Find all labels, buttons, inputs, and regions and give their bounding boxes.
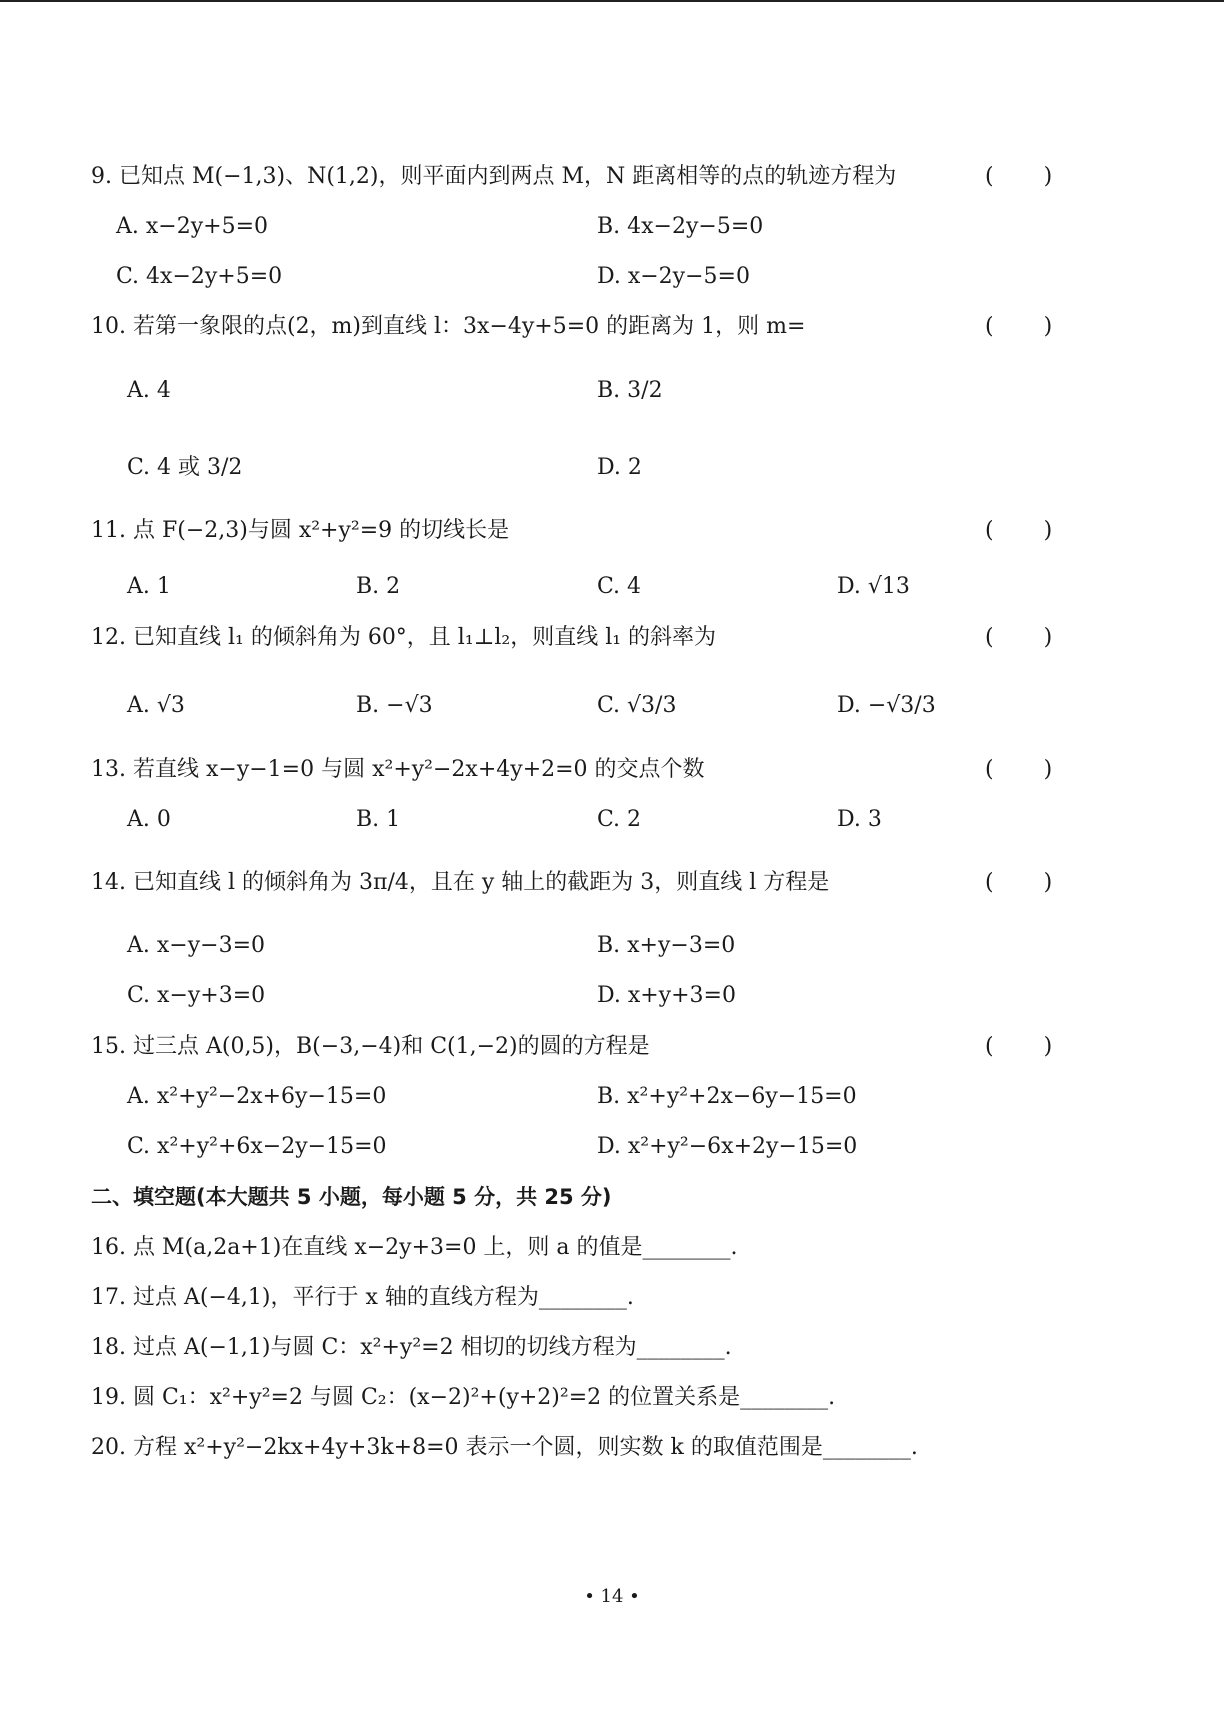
question-9-option-c: C. 4x−2y+5=0: [116, 264, 283, 289]
question-18: 18. 过点 A(−1,1)与圆 C：x²+y²=2 相切的切线方程为________.: [91, 1335, 732, 1360]
question-15-option-a: A. x²+y²−2x+6y−15=0: [127, 1084, 387, 1109]
question-15-option-b: B. x²+y²+2x−6y−15=0: [597, 1084, 857, 1109]
question-15-option-c: C. x²+y²+6x−2y−15=0: [127, 1134, 387, 1159]
question-17: 17. 过点 A(−4,1)，平行于 x 轴的直线方程为________.: [91, 1285, 634, 1310]
question-14-option-d: D. x+y+3=0: [597, 983, 736, 1008]
question-10-option-c: C. 4 或 3/2: [127, 455, 243, 480]
question-14-answer-parens: ( ): [985, 870, 1055, 895]
question-11-answer-parens: ( ): [985, 518, 1055, 543]
question-13-option-a: A. 0: [127, 807, 171, 832]
question-13-answer-parens: ( ): [985, 757, 1055, 782]
question-11-option-a: A. 1: [127, 574, 171, 599]
question-10-option-a: A. 4: [127, 378, 171, 403]
question-9-option-b: B. 4x−2y−5=0: [597, 214, 764, 239]
question-20: 20. 方程 x²+y²−2kx+4y+3k+8=0 表示一个圆，则实数 k 的取值范围是________.: [91, 1435, 918, 1460]
question-15-stem: 15. 过三点 A(0,5)，B(−3,−4)和 C(1,−2)的圆的方程是: [91, 1034, 650, 1059]
question-12-option-a: A. √3: [127, 693, 185, 718]
question-13-option-b: B. 1: [356, 807, 401, 832]
question-9-option-a: A. x−2y+5=0: [116, 214, 269, 239]
question-13-option-c: C. 2: [597, 807, 642, 832]
question-12-option-b: B. −√3: [356, 693, 433, 718]
question-11-stem: 11. 点 F(−2,3)与圆 x²+y²=9 的切线长是: [91, 518, 510, 543]
question-10-option-d: D. 2: [597, 455, 642, 480]
question-14-option-a: A. x−y−3=0: [127, 933, 266, 958]
question-9-option-d: D. x−2y−5=0: [597, 264, 750, 289]
question-12-stem: 12. 已知直线 l₁ 的倾斜角为 60°，且 l₁⊥l₂，则直线 l₁ 的斜率为: [91, 625, 717, 650]
question-11-option-b: B. 2: [356, 574, 401, 599]
question-10-answer-parens: ( ): [985, 314, 1055, 339]
question-14-option-c: C. x−y+3=0: [127, 983, 266, 1008]
question-9-answer-parens: ( ): [985, 164, 1055, 189]
question-10-option-b: B. 3/2: [597, 378, 663, 403]
question-13-option-d: D. 3: [837, 807, 882, 832]
question-11-option-c: C. 4: [597, 574, 642, 599]
top-rule: [0, 0, 1224, 2]
question-13-stem: 13. 若直线 x−y−1=0 与圆 x²+y²−2x+4y+2=0 的交点个数: [91, 757, 705, 782]
question-9-stem: 9. 已知点 M(−1,3)、N(1,2)，则平面内到两点 M，N 距离相等的点的轨迹方程为: [91, 164, 897, 189]
question-12-answer-parens: ( ): [985, 625, 1055, 650]
question-16: 16. 点 M(a,2a+1)在直线 x−2y+3=0 上，则 a 的值是________.: [91, 1235, 738, 1260]
question-14-stem: 14. 已知直线 l 的倾斜角为 3π/4，且在 y 轴上的截距为 3，则直线 l 方程是: [91, 870, 830, 895]
section-heading-fill-in-blank: 二、填空题(本大题共 5 小题，每小题 5 分，共 25 分): [91, 1185, 612, 1209]
question-11-option-d: D. √13: [837, 574, 910, 599]
question-10-stem: 10. 若第一象限的点(2，m)到直线 l：3x−4y+5=0 的距离为 1，则 m=: [91, 314, 806, 339]
question-15-option-d: D. x²+y²−6x+2y−15=0: [597, 1134, 858, 1159]
question-15-answer-parens: ( ): [985, 1034, 1055, 1059]
question-12-option-d: D. −√3/3: [837, 693, 936, 718]
question-14-option-b: B. x+y−3=0: [597, 933, 736, 958]
page-number: • 14 •: [584, 1586, 640, 1607]
question-12-option-c: C. √3/3: [597, 693, 677, 718]
question-19: 19. 圆 C₁：x²+y²=2 与圆 C₂：(x−2)²+(y+2)²=2 的位置关系是________.: [91, 1385, 836, 1410]
